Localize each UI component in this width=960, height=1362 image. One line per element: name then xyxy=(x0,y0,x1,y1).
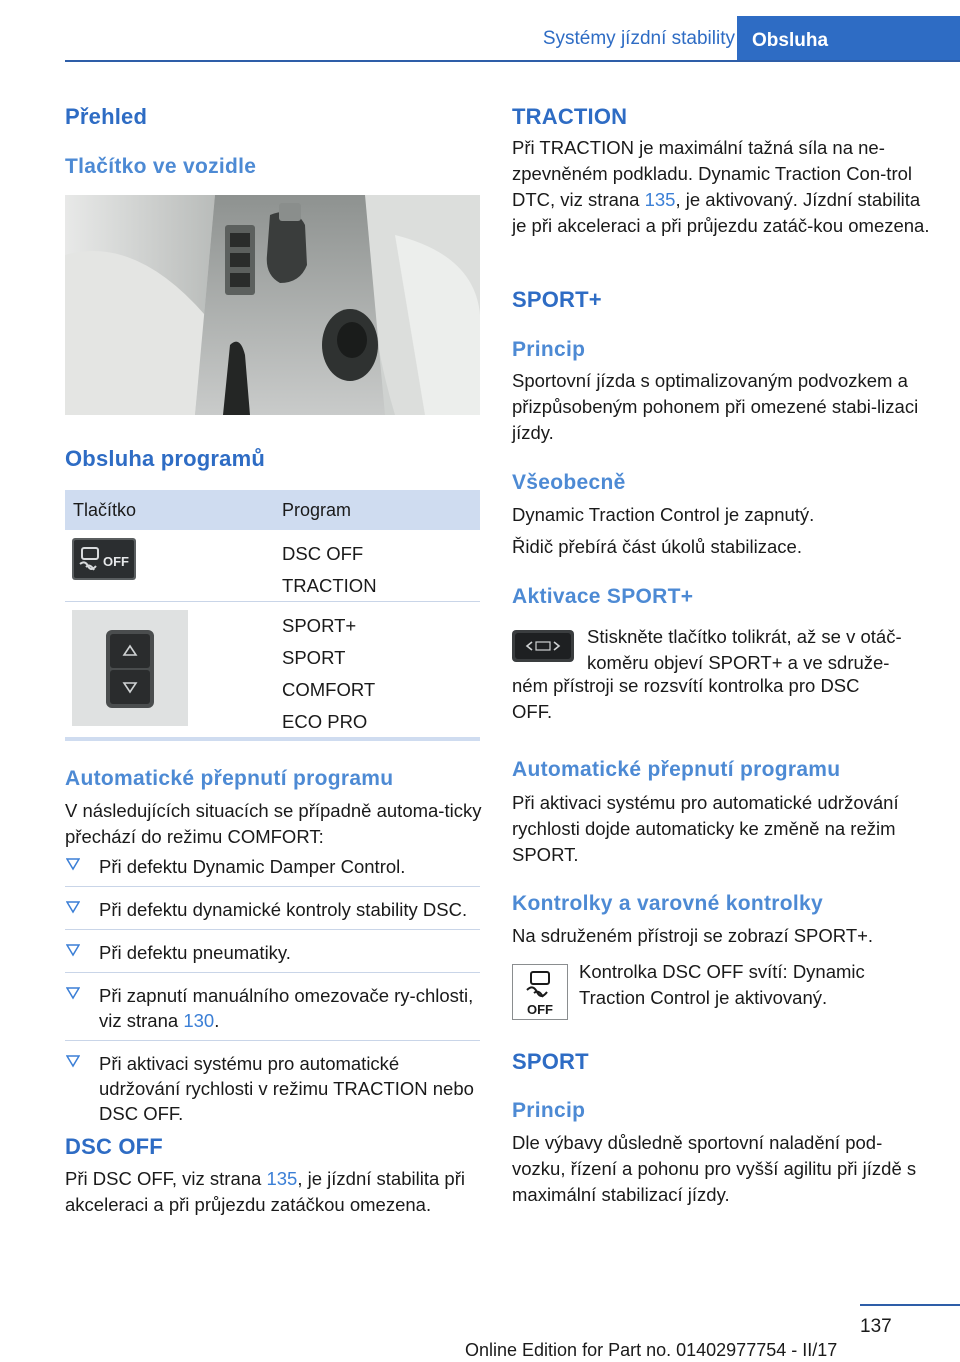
page-number: 137 xyxy=(860,1316,892,1337)
indicator-lamps-text: Na sdruženém přístroji se zobrazí SPORT+. xyxy=(512,925,874,946)
program-eco-pro: ECO PRO xyxy=(282,711,368,732)
table-header-program: Program xyxy=(282,500,352,520)
heading-button-in-vehicle: Tlačítko ve vozidle xyxy=(65,155,257,178)
center-console-photo xyxy=(65,195,480,415)
triangle-bullet-icon xyxy=(66,943,80,957)
driving-mode-switch-icon xyxy=(72,610,188,726)
heading-principle-sport: Princip xyxy=(512,1099,586,1122)
heading-indicator-lamps: Kontrolky a varovné kontrolky xyxy=(512,892,823,915)
heading-sport: SPORT xyxy=(512,1049,589,1074)
list-item: Při zapnutí manuálního omezovače ry-chlosti, viz strana 130. xyxy=(65,983,480,1041)
footer-rule xyxy=(860,1304,960,1306)
program-traction: TRACTION xyxy=(282,575,377,596)
auto-switch-list xyxy=(65,854,480,1143)
sport-plus-principle-text: Sportovní jízda s optimalizovaným podvozkem a přizpůsobeným pohonem při omezené stabi-lizaci jízdy. xyxy=(512,370,919,443)
traction-text: Při TRACTION je maximální tažná síla na ne-zpevněném podkladu. Dynamic Traction Con-trol DTC, viz strana 135, je aktivovaný. Jízdní stabilita je při akceleraci a při průjezdu zatáč-kou omezena. xyxy=(512,137,930,236)
page-link-130[interactable]: 130 xyxy=(183,1010,215,1031)
auto-switch-right-text: Při aktivaci systému pro automatické udržování rychlosti dojde automaticky ke změně na režim SPORT. xyxy=(512,792,899,865)
heading-dsc-off: DSC OFF xyxy=(65,1134,163,1159)
heading-auto-switch-right: Automatické přepnutí programu xyxy=(512,758,841,781)
table-row xyxy=(65,530,480,602)
dsc-off-indicator-text: Kontrolka DSC OFF svítí: Dynamic Traction Control je aktivovaný. xyxy=(579,961,865,1008)
activation-text-b: koměru objeví SPORT+ a ve sdruže- xyxy=(587,652,890,673)
svg-text:OFF: OFF xyxy=(103,554,129,569)
program-comfort: COMFORT xyxy=(282,679,376,700)
sport-principle-text: Dle výbavy důsledně sportovní naladění pod-vozku, řízení a pohonu pro vyšší agilitu při jízdě s maximální stabilizací jízdy. xyxy=(512,1132,917,1205)
list-item: Při defektu Dynamic Damper Control. xyxy=(65,854,480,887)
program-sport-plus: SPORT+ xyxy=(282,615,357,636)
table-row xyxy=(65,602,480,736)
table-header xyxy=(65,490,480,530)
heading-sport-plus: SPORT+ xyxy=(512,287,602,312)
heading-traction: TRACTION xyxy=(512,104,628,129)
heading-principle: Princip xyxy=(512,338,586,361)
activation-text-c: ném přístroji se rozsvítí kontrolka pro DSC OFF. xyxy=(512,675,860,722)
table-header-button: Tlačítko xyxy=(73,500,137,520)
list-item: Při defektu pneumatiky. xyxy=(65,940,480,973)
program-dsc-off: DSC OFF xyxy=(282,543,364,564)
triangle-bullet-icon xyxy=(66,857,80,871)
program-sport: SPORT xyxy=(282,647,346,668)
general-text-1: Dynamic Traction Control je zapnutý. xyxy=(512,504,815,525)
triangle-bullet-icon xyxy=(66,986,80,1000)
triangle-bullet-icon xyxy=(66,1054,80,1068)
dsc-off-text: Při DSC OFF, viz strana 135, je jízdní stabilita při akceleraci a při průjezdu zatáčkou omezena. xyxy=(65,1168,465,1215)
heading-activation: Aktivace SPORT+ xyxy=(512,585,694,608)
dsc-off-button-icon xyxy=(72,538,136,580)
page-link-135[interactable]: 135 xyxy=(266,1168,298,1189)
list-item: Při aktivaci systému pro automatické udržování rychlosti v režimu TRACTION nebo DSC OFF. xyxy=(65,1051,480,1133)
dsc-off-indicator-icon xyxy=(512,964,568,1020)
list-item: Při defektu dynamické kontroly stability DSC. xyxy=(65,897,480,930)
activation-text-a: Stiskněte tlačítko tolikrát, až se v otáč- xyxy=(587,626,902,647)
svg-text:OFF: OFF xyxy=(527,1002,553,1017)
program-table xyxy=(65,490,480,736)
header-section-title: Systémy jízdní stability xyxy=(542,28,735,49)
mode-switch-button-icon xyxy=(512,630,574,662)
general-text-2: Řidič přebírá část úkolů stabilizace. xyxy=(512,536,802,557)
heading-general: Všeobecně xyxy=(512,471,626,494)
header-tab: Obsluha xyxy=(737,16,960,62)
table-end-rule xyxy=(65,737,480,741)
edition-note: Online Edition for Part no. 01402977754 - II/17 xyxy=(465,1340,838,1360)
heading-overview: Přehled xyxy=(65,104,148,129)
heading-auto-switch-left: Automatické přepnutí programu xyxy=(65,767,394,790)
triangle-bullet-icon xyxy=(66,900,80,914)
page-link-135[interactable]: 135 xyxy=(644,189,676,210)
auto-switch-intro: V následujících situacích se případně automa-ticky přechází do režimu COMFORT: xyxy=(65,800,482,847)
heading-program-operation: Obsluha programů xyxy=(65,446,265,471)
header-rule xyxy=(65,60,960,62)
